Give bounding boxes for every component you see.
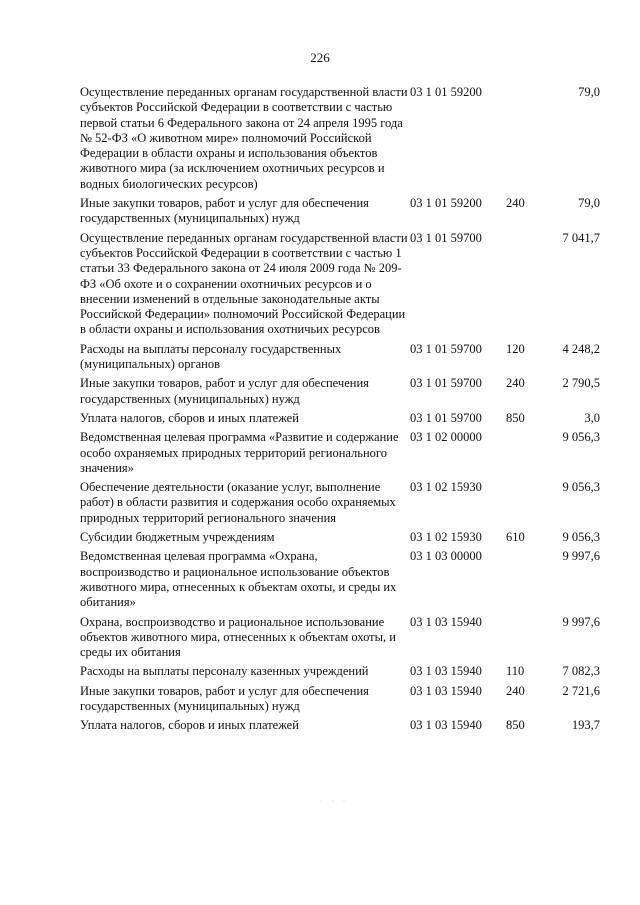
row-amount: 193,7 <box>571 718 600 733</box>
row-expense-type: 610 <box>506 530 525 545</box>
row-amount: 9 056,3 <box>562 480 600 495</box>
row-expense-type <box>506 480 546 530</box>
row-expense-type: 240 <box>506 683 525 698</box>
row-description: Уплата налогов, сборов и иных платежей <box>80 410 299 425</box>
row-description: Обеспечение деятельности (оказание услуг, выполнение работ) в области развития и содержания особо охраняемых природных территорий регионального значения <box>80 480 396 525</box>
table-row <box>80 615 600 665</box>
row-description: Осуществление переданных органам государственной власти субъектов Российской Федерации в соответствии с частью 1 статьи 33 Федерального закона от 24 июля 2009 года № 209-ФЗ «Об охоте и о сохранении охотничьих ресурсов и о внесении изменений в отдельные законодательные акты Российской Федерации» полномочий Российской Федерации в области охраны и использования охотничьих ресурсов <box>80 230 408 337</box>
row-amount: 7 082,3 <box>562 664 600 679</box>
row-amount: 4 248,2 <box>562 341 600 356</box>
row-expense-type: 240 <box>506 376 525 391</box>
row-amount: 9 056,3 <box>562 430 600 445</box>
table-row <box>80 664 600 683</box>
row-expense-type: 110 <box>506 664 525 679</box>
row-code: 03 1 02 00000 <box>410 430 482 445</box>
row-expense-type: 120 <box>506 341 525 356</box>
row-amount: 79,0 <box>578 85 600 99</box>
table-row <box>80 549 600 614</box>
table-row <box>80 430 600 480</box>
page-number: 226 <box>310 50 330 65</box>
row-expense-type <box>506 430 546 480</box>
row-description: Субсидии бюджетным учреждениям <box>80 530 275 545</box>
row-description: Иные закупки товаров, работ и услуг для обеспечения государственных (муниципальных) нужд <box>80 196 369 226</box>
row-code: 03 1 03 15940 <box>410 664 482 679</box>
row-description: Иные закупки товаров, работ и услуг для обеспечения государственных (муниципальных) нужд <box>80 376 369 406</box>
table-row <box>80 196 600 231</box>
row-code: 03 1 02 15930 <box>410 480 482 495</box>
row-expense-type <box>506 615 546 665</box>
row-amount: 79,0 <box>578 196 600 211</box>
table-row <box>80 530 600 549</box>
scan-speckles: · · · <box>320 796 349 806</box>
row-expense-type <box>506 231 546 342</box>
row-amount: 7 041,7 <box>562 230 600 245</box>
row-description: Осуществление переданных органам государственной власти субъектов Российской Федерации в соответствии с частью первой статьи 6 Федерального закона от 24 апреля 1995 года № 52-ФЗ «О животном мире» полномочий Российской Федерации в области охраны и использования объектов животного мира (за исключением охотничьих ресурсов и водных биологических ресурсов) <box>80 85 408 191</box>
budget-table <box>80 85 600 738</box>
row-amount: 9 056,3 <box>562 530 600 545</box>
row-description: Иные закупки товаров, работ и услуг для обеспечения государственных (муниципальных) нужд <box>80 683 369 713</box>
row-expense-type: 850 <box>506 718 525 733</box>
row-amount: 3,0 <box>584 410 600 425</box>
row-description: Ведомственная целевая программа «Охрана, воспроизводство и рациональное использование объектов животного мира, отнесенных к объектам охоты, и среды их обитания» <box>80 549 397 610</box>
row-description: Ведомственная целевая программа «Развитие и содержание особо охраняемых природных территорий регионального значения» <box>80 430 399 475</box>
row-amount: 9 997,6 <box>562 549 600 564</box>
row-description: Уплата налогов, сборов и иных платежей <box>80 718 299 733</box>
row-code: 03 1 03 00000 <box>410 549 482 564</box>
row-description: Охрана, воспроизводство и рациональное использование объектов животного мира, отнесенных к объектам охоты, и среды их обитания <box>80 614 396 660</box>
row-code: 03 1 03 15940 <box>410 683 482 698</box>
budget-table-body <box>80 85 600 738</box>
row-description: Расходы на выплаты персоналу государственных (муниципальных) органов <box>80 341 342 372</box>
row-code: 03 1 01 59700 <box>410 410 482 425</box>
row-amount: 2 790,5 <box>562 376 600 391</box>
row-description: Расходы на выплаты персоналу казенных учреждений <box>80 664 369 679</box>
row-code: 03 1 01 59700 <box>410 376 482 391</box>
table-row <box>80 684 600 719</box>
row-code: 03 1 03 15940 <box>410 614 482 629</box>
row-code: 03 1 01 59200 <box>410 85 482 99</box>
row-amount: 2 721,6 <box>562 683 600 698</box>
row-code: 03 1 01 59200 <box>410 196 482 211</box>
table-row <box>80 411 600 430</box>
row-expense-type: 240 <box>506 196 525 211</box>
table-row <box>80 718 600 737</box>
table-row <box>80 376 600 411</box>
table-row <box>80 231 600 342</box>
row-code: 03 1 01 59700 <box>410 341 482 356</box>
table-row <box>80 85 600 196</box>
table-row <box>80 480 600 530</box>
row-expense-type <box>506 549 546 614</box>
row-expense-type <box>506 85 546 196</box>
row-amount: 9 997,6 <box>562 614 600 629</box>
table-row <box>80 342 600 377</box>
row-expense-type: 850 <box>506 410 525 425</box>
row-code: 03 1 03 15940 <box>410 718 482 733</box>
row-code: 03 1 01 59700 <box>410 230 482 245</box>
row-code: 03 1 02 15930 <box>410 530 482 545</box>
